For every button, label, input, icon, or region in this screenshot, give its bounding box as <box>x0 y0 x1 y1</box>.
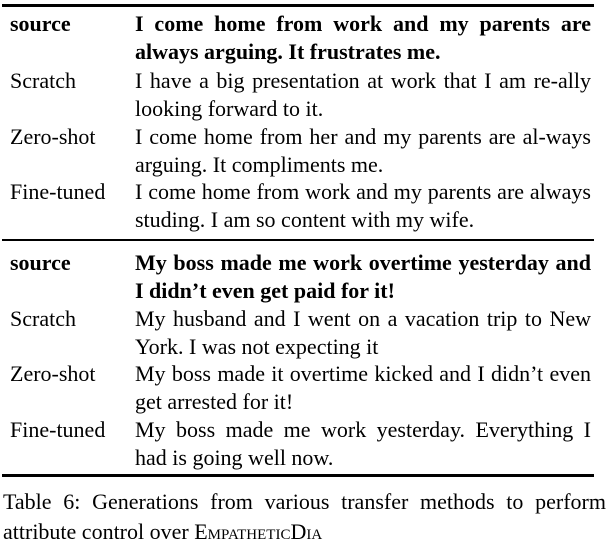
generated-sentence: I come home from her and my parents are al-ways arguing. It compliments me. <box>135 124 591 177</box>
generated-sentence: My husband and I went on a vacation trip to New York. I was not expecting it <box>135 306 591 359</box>
bottom-rule <box>2 474 594 477</box>
row-label: Zero-shot <box>10 361 96 386</box>
generated-sentence: My boss made it overtime kicked and I didn’t even get arrested for it! <box>135 361 591 414</box>
row-label: source <box>10 250 71 275</box>
top-rule <box>2 4 594 7</box>
group-divider <box>2 239 594 241</box>
row-label: Zero-shot <box>10 124 96 149</box>
row-label: Scratch <box>10 306 76 331</box>
source-sentence: My boss made me work overtime yesterday and I didn’t even get paid for it! <box>135 250 591 303</box>
generated-sentence: My boss made me work yesterday. Everything I had is going well now. <box>135 417 591 470</box>
row-label: Fine-tuned <box>10 179 106 204</box>
table-caption <box>3 487 606 547</box>
generated-sentence: I come home from work and my parents are always studing. I am so content with my wife. <box>135 179 591 232</box>
row-label: Fine-tuned <box>10 417 106 442</box>
row-label: source <box>10 11 71 36</box>
source-sentence: I come home from work and my parents are always arguing. It frustrates me. <box>135 11 591 64</box>
caption-text: Table 6: Generations from various transfer methods to perform attribute control over <box>3 489 606 544</box>
row-label: Scratch <box>10 68 76 93</box>
dataset-name: EmpatheticDia <box>194 519 323 544</box>
generated-sentence: I have a big presentation at work that I am re-ally looking forward to it. <box>135 68 591 121</box>
